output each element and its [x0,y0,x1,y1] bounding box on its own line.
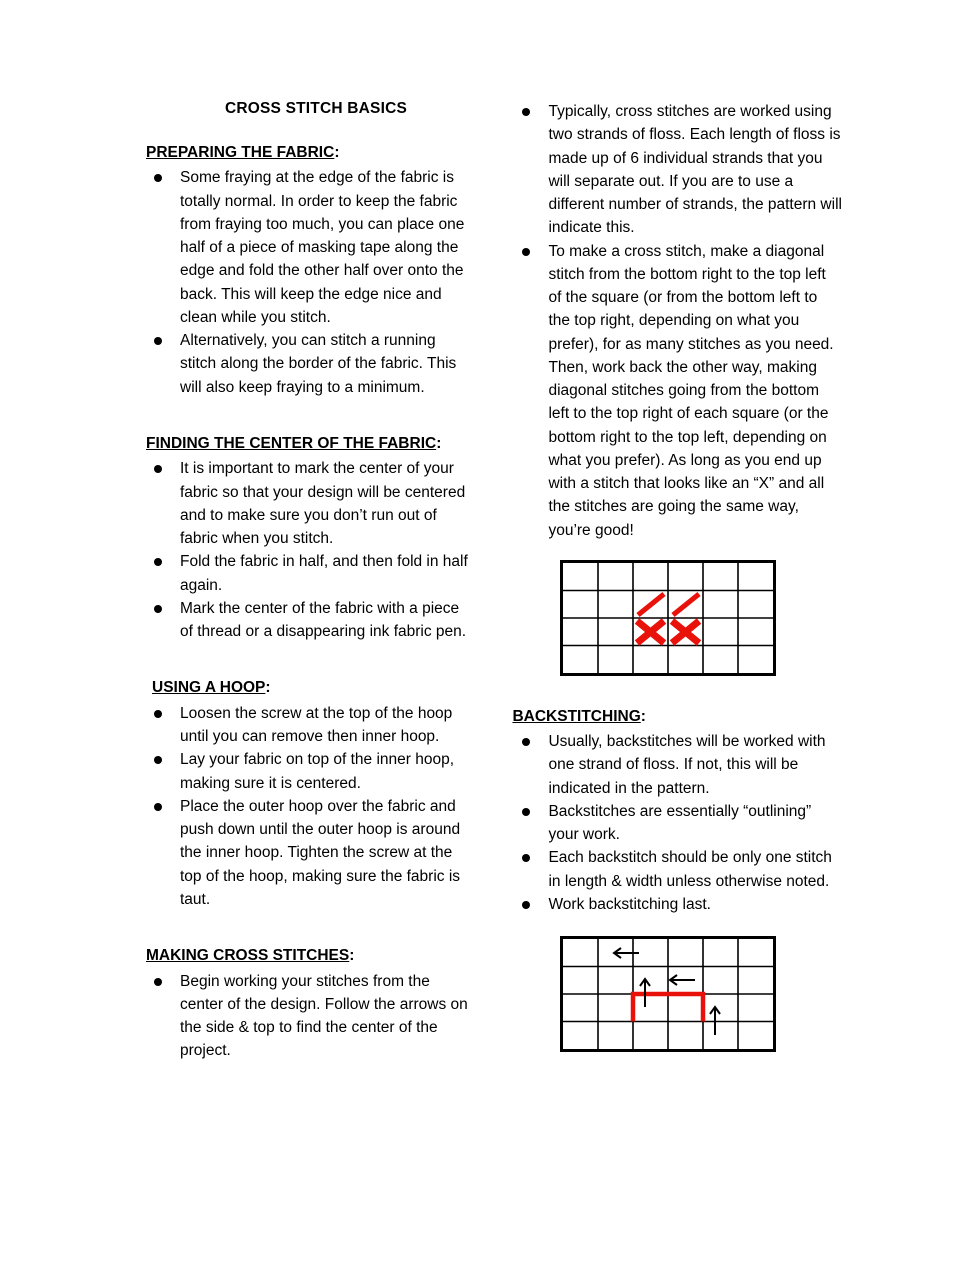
section-heading-suffix: : [640,707,646,725]
list-item: Each backstitch should be only one stitch in length & width unless otherwise noted. [512,846,842,893]
bullet-list [512,730,842,916]
list-item: Place the outer hoop over the fabric and push down until the outer hoop is around the inner hoop. Tighten the screw at the top of the hoop, making sure the fabric is taut. [146,795,476,911]
bullet-list [146,970,476,1063]
section-finding-the-center [146,433,476,643]
section-heading-suffix: : [334,144,340,161]
list-item: Backstitches are essentially “outlining” your work. [512,800,842,847]
bullet-list-intro [512,100,842,542]
list-item: Begin working your stitches from the center of the design. Follow the arrows on the side & top to find the center of the project. [146,970,476,1063]
list-item: Fold the fabric in half, and then fold in half again. [146,550,476,597]
grid-overlay [563,563,773,673]
section-heading-text: FINDING THE CENTER OF THE FABRIC [146,434,437,452]
bullet-list [146,166,476,399]
list-item: Mark the center of the fabric with a piece of thread or a disappearing ink fabric pen. [146,597,476,644]
section-making-cross-stitches [146,945,476,1062]
list-item: Some fraying at the edge of the fabric is totally normal. In order to keep the fabric from fraying too much, you can place one half of a piece of masking tape along the edge and fold the other half over onto the back. This will keep the edge nice and clean while you stitch. [146,166,476,329]
right-column [512,100,842,1052]
list-item: Typically, cross stitches are worked using two strands of floss. Each length of floss is made up of 6 individual strands that you will separate out. If you are to use a different number of strands, the pattern will indicate this. [512,100,842,240]
section-heading-text: USING A HOOP [152,679,266,697]
section-heading-text: PREPARING THE FABRIC [146,144,335,161]
section-heading-text: BACKSTITCHING [512,707,641,725]
list-item: Work backstitching last. [512,893,842,916]
section-heading [146,945,476,967]
spacer [146,931,476,945]
section-heading-suffix: : [436,434,442,452]
section-heading [146,142,476,164]
section-heading [512,706,842,728]
cross-stitch-grid-diagram [560,560,776,676]
section-backstitching [512,706,842,916]
backstitch-grid-diagram [560,936,776,1052]
spacer [146,663,476,677]
section-heading-suffix: : [349,947,355,965]
spacer [146,419,476,433]
list-item: Usually, backstitches will be worked with one strand of floss. If not, this will be indicated in the pattern. [512,730,842,800]
grid-overlay [563,939,773,1049]
list-item: Lay your fabric on top of the inner hoop, making sure it is centered. [146,748,476,795]
bullet-list [146,457,476,643]
list-item: Alternatively, you can stitch a running stitch along the border of the fabric. This will also keep fraying to a minimum. [146,329,476,399]
section-preparing-the-fabric [146,142,476,399]
list-item: It is important to mark the center of your fabric so that your design will be centered and to make sure you don’t run out of fabric when you stitch. [146,457,476,550]
section-heading [146,677,476,699]
spacer [512,676,842,706]
section-heading-suffix: : [265,679,271,697]
section-heading-text: MAKING CROSS STITCHES [146,947,350,965]
page-title: CROSS STITCH BASICS [224,100,408,117]
two-column-body [146,100,846,1083]
bullet-list [146,702,476,911]
section-heading [146,433,476,455]
left-column [146,100,476,1083]
section-using-a-hoop [146,677,476,911]
list-item: To make a cross stitch, make a diagonal stitch from the bottom right to the top left of the square (or from the bottom left to the top right, depending on what you prefer), for as many stitches as you need. Then, work back the other way, making diagonal stitches going from the bottom left to the top right of each square (or the bottom right to the top left, depending on what you prefer). As long as you end up with a stitch that looks like an “X” and all the stitches are going the same way, you’re good! [512,240,842,542]
list-item: Loosen the screw at the top of the hoop until you can remove then inner hoop. [146,702,476,749]
